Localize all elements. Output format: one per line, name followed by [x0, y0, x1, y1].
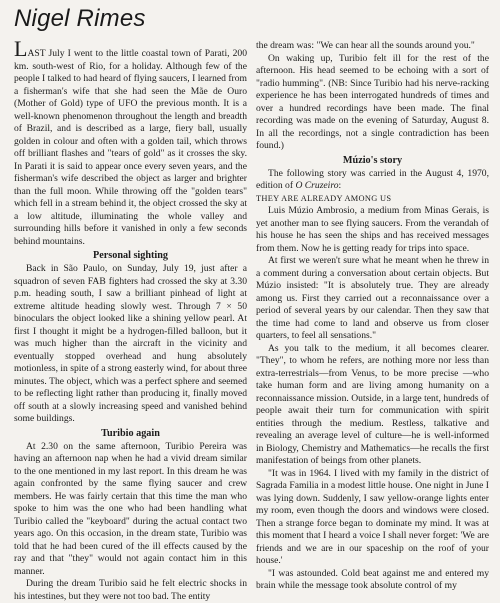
personal-sighting-paragraph: Back in São Paulo, on Sunday, July 19, just after a squadron of seven FAB fighters had crossed the sky at 3.30 p.m. heading south, I saw a brilliant pinhead of light at extreme altitude heading slowly west. Through 7 × 50 binoculars the object looked like a shining yellow pearl. At first I thought it might be a hydrogen-filled balloon, but it was much higher than the aircraft in the vicinity and eventually stopped overhead and hung absolutely motionless, in spite of a strong easterly wind, for about three minutes. The object, which was a perfect sphere and seemed to be reflecting light rather than producing it, finally moved off south at a slowly increasing speed and vanished behind some buildings.	[14, 263, 247, 424]
paragraph-1964: "It was in 1964. I lived with my family in the district of Sagrada Familia in a modest little house. One night in June I was lying down. Suddenly, I saw yellow-orange lights enter my room, even though the doors and windows were closed. Then a strange force began to dominate my mind. It was at this moment that I heard a voice I shall never forget: 'We are friends and we are in our spaceship on the roof of your house.'	[256, 467, 489, 566]
article-subheading: THEY ARE ALREADY AMONG US	[256, 193, 392, 203]
paragraph-o-cruzeiro	[256, 168, 489, 193]
o-cruzeiro-text-b: :	[338, 180, 342, 191]
intro-paragraph	[14, 36, 247, 248]
paragraph-among-us: At first we weren't sure what he meant when he threw in a comment during a conversation about certain objects. But Múzio insisted: "It is absolutely true. They are already among us. First they carried out a reconnaissance over a period of several years by our calendar. Then they saw that the time had come to land and observe us from closer quarters, to feel all sensations."	[256, 255, 489, 341]
intro-text: AST July I went to the little coastal town of Parati, 200 km. south-west of Rio, for a holiday. Although few of the people I talked to had heard of flying saucers, I learned from a fisherman's wife that she had seen the Mãe de Ouro (Mother of Gold) type of UFO the previous month. It is a well-known phenomenon throughout the length and breadth of Brazil, and is described as a large, fiery ball, usually golden in colour and often with a golden tail, which throws off brilliant flashes and "tears of gold" as it crosses the sky. In Parati it is said to appear once every seven years, and the fisherman's wife described the object as larger and brighter than the full moon. While throwing off the "golden tears" which fell in a stream behind it, the object crossed the sky at a low altitude, illuminating the whole valley and surrounding hills before it vanished in only a few seconds behind mountains.	[14, 48, 247, 247]
author-heading: Nigel Rimes	[14, 5, 146, 32]
section-heading-personal-sighting: Personal sighting	[93, 250, 168, 261]
left-column	[14, 36, 247, 603]
o-cruzeiro-text-a: The following story was carried in the August 4, 1970, edition of	[256, 167, 489, 191]
turibio-paragraph-1: At 2.30 on the same afternoon, Turibio Pereira was having an afternoon nap when he had a vivid dream similar to the one mentioned in my last report. In this dream he was again confronted by the same flying saucer and crew members. He was fairly certain that this time the man who spoke to him was the one who had been handling what Turibio called the "keyboard" during the actual contact two years ago. On this occasion, in the dream state, Turibio was told that he had been cured of the ill effects caused by the ray and that "they" would not again contact him in this manner.	[14, 440, 247, 577]
paragraph-waking-up: On waking up, Turibio felt ill for the rest of the afternoon. His head seemed to be echoing with a sort of "radio humming". (NB: Since Turibio had his nerve-racking experience he has been interrogated hundreds of times and over a hundred recordings have been made. The final recording was made on the evening of Saturday, August 8. In all the recordings, not a single contradiction has been found.)	[256, 52, 489, 151]
paragraph-astounded: "I was astounded. Cold beat against me and entered my brain while the message took absolute control of my	[256, 567, 489, 591]
paragraph-muzio-intro: Luis Múzio Ambrosio, a medium from Minas Gerais, is yet another man to see flying saucers. From the verandah of his house he has seen the ships and has received messages from them. Now he is getting ready for trips into space.	[256, 205, 489, 254]
drop-cap: L	[14, 36, 28, 61]
right-column	[256, 40, 489, 593]
section-heading-turibio-again: Turibio again	[101, 427, 160, 439]
o-cruzeiro-title: O Cruzeiro	[295, 180, 339, 191]
paragraph-medium: As you talk to the medium, it all becomes clearer. "They", to whom he refers, are nothing more nor less than extra-terrestrials—from Venus, to be more precise —who take human form and are living among humanity on a reconnaissance mission. Outside, in a large tent, hundreds of people await their turn for communication with spirit entities through the medium. Restless, talkative and revealing an average level of culture—he is well-informed in Biology, Chemistry and Mathematics—he recalls the first manifestation of beings from other planets.	[256, 342, 489, 466]
continued-paragraph: the dream was: "We can hear all the sounds around you."	[256, 40, 475, 51]
section-heading-muzio-story: Múzio's story	[342, 154, 403, 166]
turibio-paragraph-2: During the dream Turibio said he felt electric shocks in his intestines, but they were not too bad. The entity	[14, 578, 247, 602]
